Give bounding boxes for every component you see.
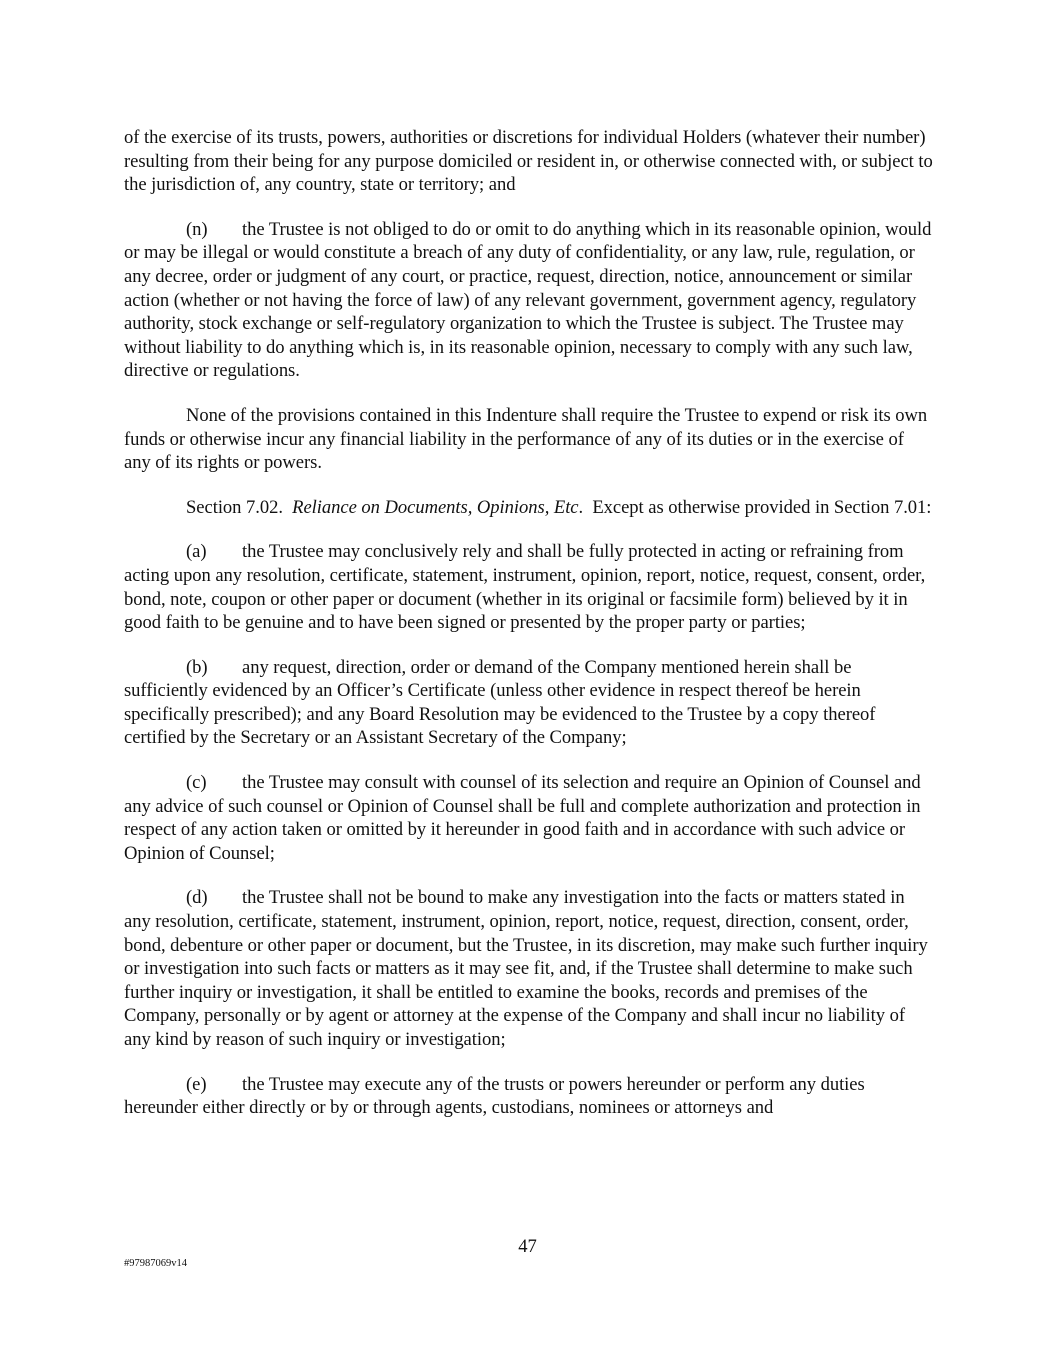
clause-text: any request, direction, order or demand of the Company mentioned herein shall be sufficiently evidenced by an Officer’s Certificate (unless other evidence in respect thereof be herein specifically prescribed); and any Board Resolution may be evidenced to the Trustee by a copy thereof certified by the Secretary or an Assistant Secretary of the Company; [124, 656, 876, 749]
clause-n [124, 218, 934, 383]
document-id: #97987069v14 [124, 1258, 187, 1269]
clause-text: the Trustee may execute any of the trusts or powers hereunder or perform any duties hereunder either directly or by or through agents, custodians, nominees or attorneys and [124, 1073, 865, 1119]
clause-text: the Trustee is not obliged to do or omit to do anything which in its reasonable opinion, would or may be illegal or would constitute a breach of any duty of confidentiality, or any law, rule, regulation, or any decree, order or judgment of any court, or practice, request, direction, notice, announcement or similar action (whether or not having the force of law) of any relevant government, government agency, regulatory authority, stock exchange or self-regulatory organization to which the Trustee is subject. The Trustee may without liability to do anything which is, in its reasonable opinion, necessary to comply with any such law, directive or regulations. [124, 218, 932, 382]
section-title-punct: . [578, 496, 584, 518]
clause-label: (n) [186, 218, 208, 240]
continuation-paragraph: of the exercise of its trusts, powers, authorities or discretions for individual Holders (whatever their number) resulting from their being for any purpose domiciled or resident in, or otherwise connected with, or subject to the jurisdiction of, any country, state or territory; and [124, 127, 933, 196]
clause-label: (b) [186, 656, 208, 678]
page-number: 47 [518, 1236, 537, 1257]
clause-a [124, 540, 934, 634]
clause-e [124, 1073, 934, 1120]
section-heading-7-02 [124, 496, 934, 520]
none-of-provisions-paragraph: None of the provisions contained in this Indenture shall require the Trustee to expend or risk its own funds or otherwise incur any financial liability in the performance of any of its duties or in the exercise of any of its rights or powers. [124, 404, 928, 474]
clause-text: the Trustee shall not be bound to make any investigation into the facts or matters stated in any resolution, certificate, statement, instrument, opinion, report, notice, request, direction, consent, order, bond, debenture or other paper or document, but the Trustee, in its discretion, may make such further inquiry or investigation into such facts or matters as it may see fit, and, if the Trustee shall determine to make such further inquiry or investigation, it shall be entitled to examine the books, records and premises of the Company, personally or by agent or attorney at the expense of the Company and shall incur no liability of any kind by reason of such inquiry or investigation; [124, 887, 928, 1050]
clause-c [124, 771, 934, 865]
clause-label: (a) [186, 541, 207, 563]
document-page [124, 126, 934, 1141]
clause-label: (c) [186, 772, 207, 794]
clause-b [124, 656, 934, 750]
section-number: Section 7.02. [186, 496, 283, 518]
section-title: Reliance on Documents, Opinions, Etc [292, 496, 579, 518]
clause-label: (d) [186, 887, 208, 909]
clause-label: (e) [186, 1073, 207, 1095]
clause-d [124, 886, 934, 1051]
clause-text: the Trustee may conclusively rely and shall be fully protected in acting or refraining from acting upon any resolution, certificate, statement, instrument, opinion, report, notice, request, consent, order, bond, note, coupon or other paper or document (whether in its original or facsimile form) believed by it in good faith to be genuine and to have been signed or presented by the proper party or parties; [124, 541, 926, 634]
clause-text: the Trustee may consult with counsel of its selection and require an Opinion of Counsel and any advice of such counsel or Opinion of Counsel shall be full and complete authorization and protection in respect of any action taken or omitted by it hereunder in good faith and in accordance with such advice or Opinion of Counsel; [124, 772, 921, 864]
section-lead: Except as otherwise provided in Section 7.01: [592, 496, 932, 518]
